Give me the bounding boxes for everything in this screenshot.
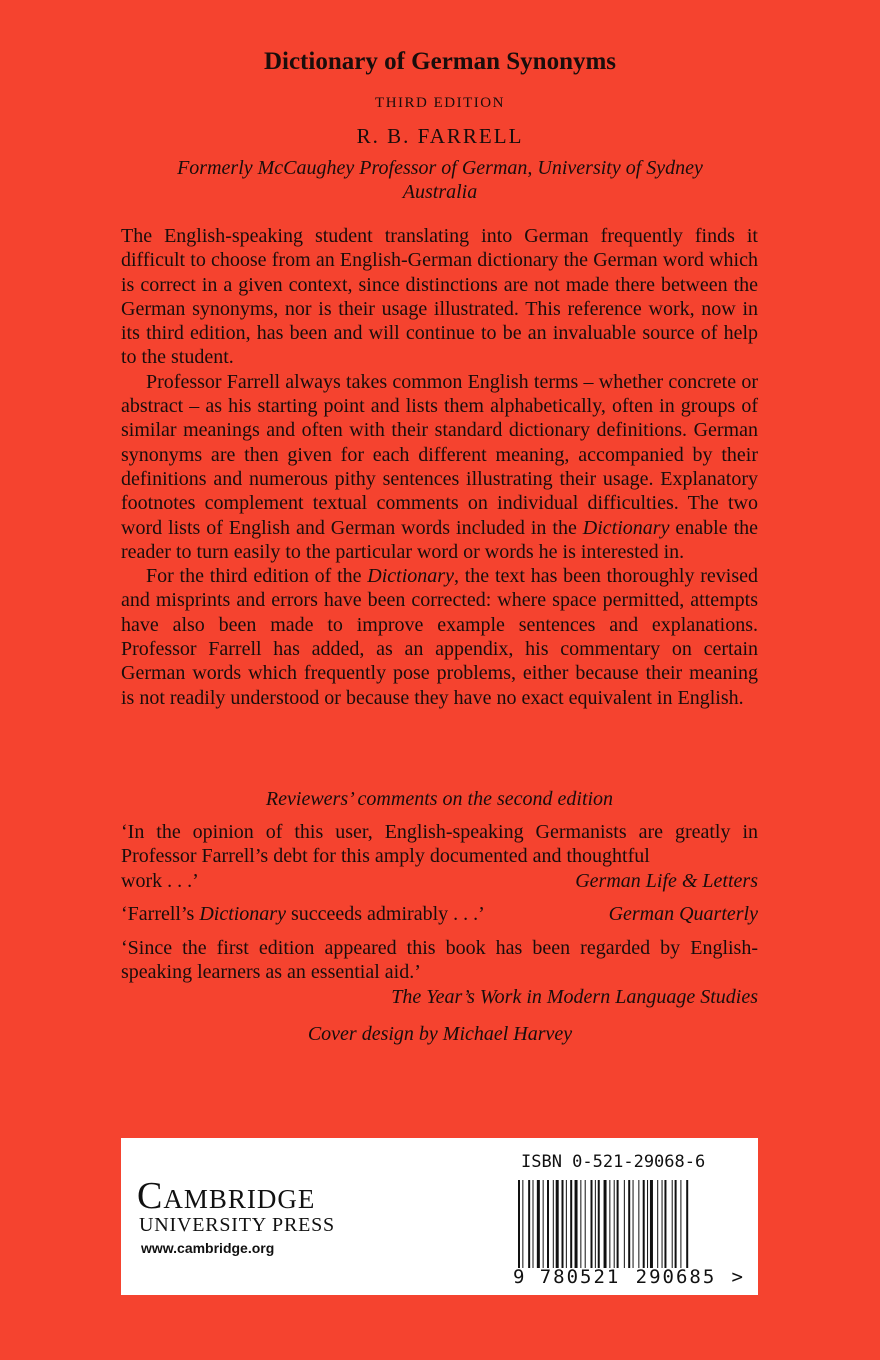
ean-digits-left: 780521 xyxy=(539,1266,621,1288)
blurb-paragraph-3: For the third edition of the Dictionary, the text has been thoroughly revised and misprints and errors have been corrected: where space permitted, attempts have also been made to improve example sentences and explanations. Professor Farrell has added, as an appendix, his commentary on certain German words which frequently pose problems, either because their meaning is not readily understood or because they have no exact equivalent in English. xyxy=(121,565,758,709)
review-1 xyxy=(121,820,758,893)
ean-digit-prefix: 9 xyxy=(513,1266,525,1288)
barcode-icon xyxy=(518,1180,740,1268)
blurb-paragraph-2: Professor Farrell always takes common English terms – whether concrete or abstract – as his starting point and lists them alphabetically, often in groups of similar meanings and often with their standard dictionary definitions. German synonyms are then given for each different meaning, accompanied by their definitions and numerous pithy sentences illustrating their usage. Explanatory footnotes complement textual comments on individual difficulties. The two word lists of English and German words included in the Dictionary enable the reader to turn easily to the particular word or words he is interested in. xyxy=(121,370,759,563)
review-3-text: ‘Since the first edition appeared this book has been regarded by English-speaking learners as an essential aid.’ xyxy=(121,937,758,984)
author-name: R. B. FARRELL xyxy=(356,124,524,148)
affiliation-line-1: Formerly McCaughey Professor of German, University of Sydney xyxy=(177,157,703,179)
ean-digits xyxy=(513,1266,743,1288)
ean-arrow: > xyxy=(731,1266,743,1288)
ean-digits-right: 290685 xyxy=(635,1266,717,1288)
author-affiliation xyxy=(140,156,740,204)
book-title: Dictionary of German Synonyms xyxy=(263,48,617,75)
publisher-url: www.cambridge.org xyxy=(141,1240,275,1256)
blurb-paragraph-1: The English-speaking student translating into German frequently finds it difficult to choose from an English-German dictionary the German word which is correct in a given context, since distinctions are not made there between the German synonyms, nor is their usage illustrated. This reference work, now in its third edition, has been and will continue to be an invaluable source of help to the student. xyxy=(121,225,758,369)
affiliation-line-2: Australia xyxy=(402,181,478,203)
review-1-text-end: work . . .’ xyxy=(121,869,199,892)
review-3-source: The Year’s Work in Modern Language Studies xyxy=(391,985,758,1008)
edition-label: THIRD EDITION xyxy=(375,95,505,111)
publisher-logo: Cambridge xyxy=(137,1175,316,1217)
cover-design-credit: Cover design by Michael Harvey xyxy=(307,1023,573,1045)
isbn-label: ISBN 0-521-29068-6 xyxy=(521,1152,706,1172)
publisher-press: UNIVERSITY PRESS xyxy=(139,1214,335,1236)
review-2-source: German Quarterly xyxy=(608,903,758,925)
review-2-text: ‘Farrell’s Dictionary succeeds admirably . . .’ xyxy=(121,903,485,925)
publisher-barcode-panel xyxy=(121,1138,758,1295)
review-3 xyxy=(121,936,758,1009)
review-1-text: ‘In the opinion of this user, English-speaking Germanists are greatly in Professor Farrell’s debt for this amply documented and thoughtful xyxy=(121,821,758,868)
review-1-source: German Life & Letters xyxy=(575,869,758,892)
review-2 xyxy=(121,902,758,926)
reviews-heading: Reviewers’ comments on the second edition xyxy=(265,788,614,810)
blurb xyxy=(121,224,758,710)
